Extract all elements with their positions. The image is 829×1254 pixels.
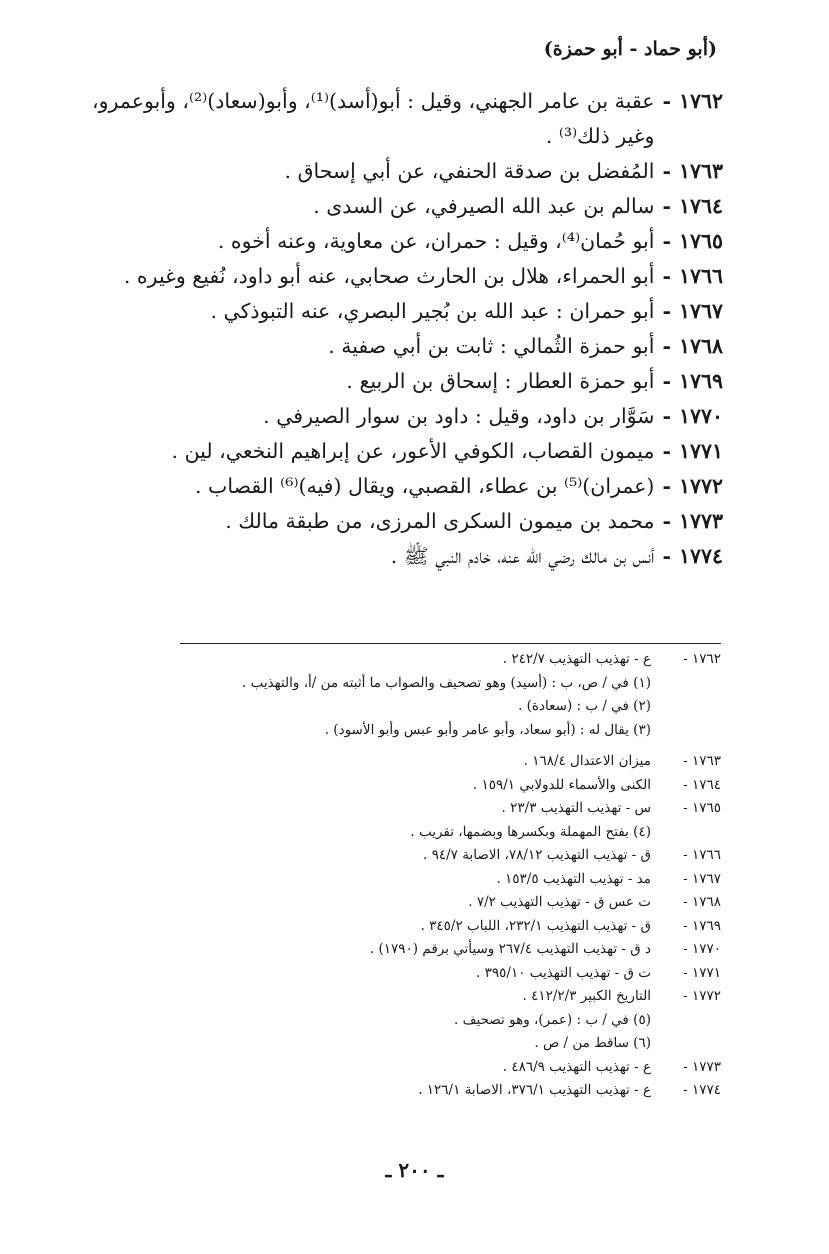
footnote-number: ١٧٧٠ - [683, 941, 721, 957]
running-header: (أبو حماد - أبو حمزة) [543, 38, 717, 60]
entry-text: أبو حُمان⁽⁴⁾، وقيل : حمران، عن معاوية، وعنه أخوه . [217, 229, 655, 253]
footnote-number: ١٧٧٢ - [683, 988, 721, 1004]
footnote-source: ت عس ق - تهذيب التهذيب ٧/٢ . [468, 894, 651, 910]
footnote-source: ميزان الاعتدال ١٦٨/٤ . [523, 753, 651, 769]
footnote-note: (١) في / ص، ب : (أسيد) وهو تصحيف والصواب ما أثبته من /أ، والتهذيب . [242, 674, 651, 691]
entry-item [70, 434, 723, 469]
footnote-block [180, 750, 721, 774]
footnote-block [180, 891, 721, 915]
footnote-block [180, 844, 721, 868]
footnote-source: الكنى والأسماء للدولابي ١٥٩/١ . [472, 776, 651, 793]
footnote-source: ع - تهذيب التهذيب ٣٧٦/١، الاصابة ١٢٦/١ . [418, 1082, 651, 1098]
footnote-row [180, 938, 721, 962]
entry-item [70, 364, 723, 399]
footnote-row [180, 1079, 721, 1103]
entry-item [70, 329, 723, 364]
entry-text: أبو حمزة العطار : إسحاق بن الربيع . [346, 369, 655, 393]
entry-text: أبو حمران : عبد الله بن بُجير البصري، عنه التبوذكي . [210, 299, 655, 323]
entry-text: المُفضل بن صدقة الحنفي، عن أبي إسحاق . [284, 159, 655, 183]
entry-text: ميمون القصاب، الكوفي الأعور، عن إبراهيم النخعي، لين . [171, 439, 655, 463]
entry-dash: - [662, 544, 671, 568]
footnote-note: (٣) يقال له : (أبو سعاد، وأبو عامر وأبو عبس وأبو الأسود) . [324, 721, 651, 738]
entry-dash: - [662, 404, 671, 428]
entry-item [70, 259, 723, 294]
footnote-row [180, 844, 721, 868]
entry-dash: - [662, 334, 671, 358]
entry-item [70, 469, 723, 504]
main-entries [70, 84, 723, 574]
footnote-number: ١٧٦٧ - [683, 870, 721, 887]
footnote-source: مد - تهذيب التهذيب ١٥٣/٥ . [496, 870, 651, 887]
entry-number: ١٧٧٠ [678, 404, 723, 428]
footnote-row [180, 797, 721, 821]
entry-dash: - [662, 439, 671, 463]
entry-text: أبو الحمراء، هلال بن الحارث صحابي، عنه أبو داود، نُفيع وغيره . [123, 264, 655, 288]
footnote-row [180, 648, 721, 672]
footnote-row [180, 750, 721, 774]
footnote-row [180, 774, 721, 798]
entry-item [70, 84, 723, 154]
entry-number: ١٧٧٢ [678, 474, 723, 498]
footnote-block [180, 648, 721, 750]
footnote-row [180, 891, 721, 915]
entry-text: أبو حمزة الثُمالي : ثابت بن أبي صفية . [328, 334, 655, 358]
footnote-block [180, 868, 721, 892]
entry-item [70, 399, 723, 434]
entry-dash: - [662, 369, 671, 393]
footnote-block [180, 962, 721, 986]
footnote-block [180, 774, 721, 798]
footnote-number: ١٧٧٣ - [683, 1058, 721, 1075]
footnote-block [180, 938, 721, 962]
footnote-row [180, 1056, 721, 1080]
entry-number: ١٧٦٢ [678, 89, 723, 113]
entry-item [70, 154, 723, 189]
footnote-number: ١٧٧١ - [683, 964, 721, 981]
entry-number: ١٧٦٩ [678, 369, 723, 393]
footnote-note: (٤) بفتح المهملة وبكسرها وبضمها، تقريب . [410, 823, 651, 840]
footnote-block [180, 985, 721, 1056]
entry-number: ١٧٦٧ [678, 299, 723, 323]
entry-text: سَوَّار بن داود، وقيل : داود بن سوار الصيرفي . [263, 404, 655, 428]
entry-number: ١٧٧٤ [678, 544, 723, 568]
footnote-source: التاريخ الكبير ٤١٢/٢/٣ . [522, 988, 651, 1004]
footnote-note: (٢) في / ب : (سعادة) . [518, 698, 651, 714]
entry-text: أنس بن مالك رضي الله عنه، خادم النبي ﷺ . [390, 544, 655, 568]
footnote-number: ١٧٦٦ - [683, 847, 721, 863]
footnote-source: ع - تهذيب التهذيب ٢٤٢/٧ . [502, 651, 651, 667]
footnote-number: ١٧٦٤ - [683, 776, 721, 793]
footnote-source: س - تهذيب التهذيب ٢٣/٣ . [501, 800, 651, 816]
entry-number: ١٧٦٣ [678, 159, 723, 183]
footnote-source: ق - تهذيب التهذيب ٢٣٢/١، اللباب ٣٤٥/٢ . [420, 917, 651, 934]
footnote-row [180, 915, 721, 939]
entry-dash: - [662, 89, 671, 113]
footnote-source: ت ق - تهذيب التهذيب ٣٩٥/١٠ . [476, 964, 651, 981]
entry-dash: - [662, 509, 671, 533]
footnote-block [180, 1056, 721, 1080]
footnote-note: (٦) ساقط من / ص . [534, 1035, 651, 1051]
footnote-number: ١٧٦٩ - [683, 917, 721, 934]
footnote-source: ق - تهذيب التهذيب ٧٨/١٢، الاصابة ٩٤/٧ . [423, 847, 651, 863]
footnote-row [180, 985, 721, 1009]
footnote-source: ع - تهذيب التهذيب ٤٨٦/٩ . [502, 1058, 651, 1075]
entry-item [70, 504, 723, 539]
footnote-number: ١٧٦٨ - [683, 894, 721, 910]
entry-item [70, 224, 723, 259]
entry-number: ١٧٦٦ [678, 264, 723, 288]
entry-dash: - [662, 229, 671, 253]
footnote-number: ١٧٦٢ - [683, 651, 721, 667]
footnote-number: ١٧٧٤ - [683, 1082, 721, 1098]
footnotes-section [180, 643, 721, 1103]
entry-item [70, 539, 723, 574]
entry-number: ١٧٧١ [678, 439, 723, 463]
footnote-source: د ق - تهذيب التهذيب ٢٦٧/٤ وسيأتي برقم (١٧٩٠) . [369, 941, 651, 957]
footnote-row [180, 868, 721, 892]
entry-dash: - [662, 299, 671, 323]
entry-number: ١٧٧٣ [678, 509, 723, 533]
entry-number: ١٧٦٤ [678, 194, 723, 218]
entry-dash: - [662, 194, 671, 218]
entry-text: عقبة بن عامر الجهني، وقيل : أبو(أسد)⁽¹⁾، وأبو(سعاد)⁽²⁾، وأبوعمرو، وغير ذلك⁽³⁾ . [92, 89, 655, 148]
footnote-number: ١٧٦٣ - [683, 753, 721, 769]
entry-item [70, 189, 723, 224]
entry-text: (عمران)⁽⁵⁾ بن عطاء، القصبي، ويقال (فيه)⁽⁶⁾ القصاب . [195, 474, 655, 498]
entry-dash: - [662, 264, 671, 288]
entry-text: محمد بن ميمون السكرى المرزى، من طبقة مالك . [225, 509, 655, 533]
entry-dash: - [662, 159, 671, 183]
footnote-row [180, 962, 721, 986]
entry-text: سالم بن عبد الله الصيرفي، عن السدى . [313, 194, 655, 218]
footnote-block [180, 1079, 721, 1103]
page-number: ـ ٢٠٠ ـ [385, 1158, 444, 1182]
entry-dash: - [662, 474, 671, 498]
footnote-block [180, 915, 721, 939]
entry-item [70, 294, 723, 329]
entry-number: ١٧٦٥ [678, 229, 723, 253]
footnote-number: ١٧٦٥ - [683, 800, 721, 816]
footnote-note: (٥) في / ب : (عمر)، وهو تصحيف . [454, 1011, 651, 1028]
footnote-block [180, 797, 721, 844]
entry-number: ١٧٦٨ [678, 334, 723, 358]
